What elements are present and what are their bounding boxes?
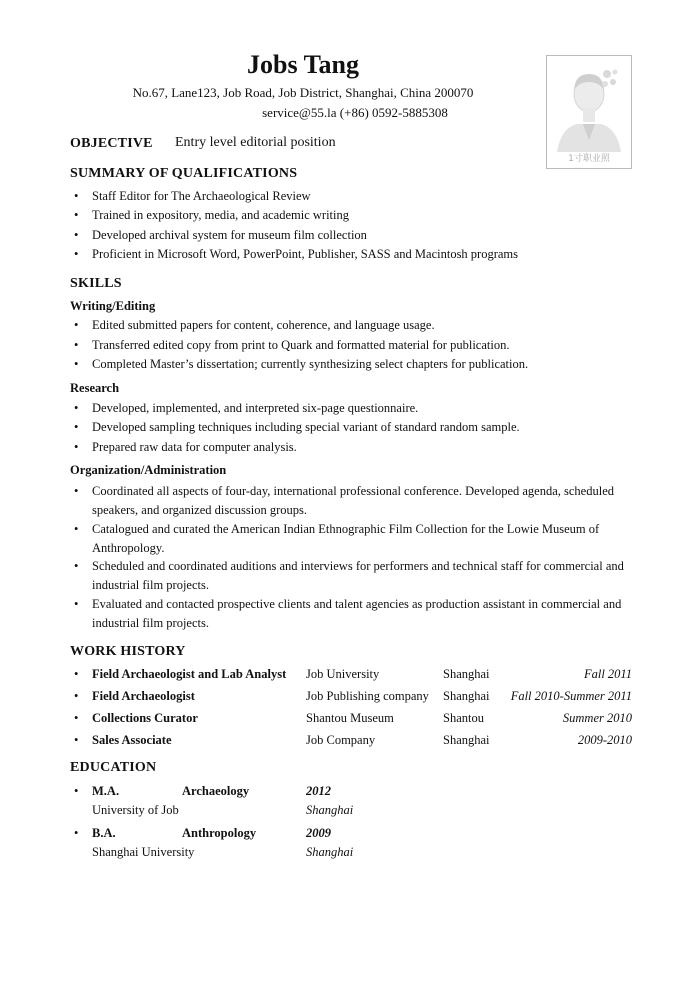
resume-name: Jobs Tang bbox=[246, 50, 360, 79]
bullet: • bbox=[74, 247, 79, 261]
list-item: Trained in expository, media, and academic writing bbox=[92, 208, 349, 222]
edu-location: Shanghai bbox=[306, 803, 354, 817]
list-item: Evaluated and contacted prospective clients and talent agencies as production assistant in commercial and industrial film projects. bbox=[92, 597, 622, 630]
list-item: Edited submitted papers for content, coherence, and language usage. bbox=[92, 318, 435, 332]
work-location: Shanghai bbox=[443, 733, 490, 747]
objective-heading: OBJECTIVE bbox=[70, 136, 153, 151]
edu-degree: B.A. bbox=[92, 826, 116, 840]
list-item: Developed, implemented, and interpreted six-page questionnaire. bbox=[92, 401, 419, 415]
photo-caption: 1寸职业照 bbox=[568, 154, 610, 164]
list-item: Staff Editor for The Archaeological Review bbox=[92, 189, 311, 203]
contact-line: service@55.la (+86) 0592-5885308 bbox=[262, 105, 448, 120]
list-item: Prepared raw data for computer analysis. bbox=[92, 440, 297, 454]
edu-location: Shanghai bbox=[306, 845, 354, 859]
bullet: • bbox=[74, 597, 79, 611]
work-title: Field Archaeologist and Lab Analyst bbox=[92, 667, 287, 681]
work-company: Job University bbox=[306, 667, 380, 681]
summary-heading: SUMMARY OF QUALIFICATIONS bbox=[70, 166, 298, 181]
profile-photo bbox=[546, 55, 632, 169]
work-company: Shantou Museum bbox=[306, 711, 394, 725]
list-item: Transferred edited copy from print to Quark and formatted material for publication. bbox=[92, 338, 510, 352]
work-company: Job Publishing company bbox=[306, 689, 429, 703]
bullet: • bbox=[74, 522, 79, 536]
work-title: Field Archaeologist bbox=[92, 689, 195, 703]
bullet: • bbox=[74, 667, 79, 681]
subheading-research: Research bbox=[70, 381, 120, 395]
address-line: No.67, Lane123, Job Road, Job District, Shanghai, China 200070 bbox=[132, 85, 474, 100]
bullet: • bbox=[74, 208, 79, 222]
list-item: Catalogued and curated the American Indian Ethnographic Film Collection for the Lowie Museum of Anthropology. bbox=[92, 522, 600, 555]
bullet: • bbox=[74, 784, 79, 798]
work-heading: WORK HISTORY bbox=[70, 644, 186, 659]
bullet: • bbox=[74, 420, 79, 434]
edu-major: Anthropology bbox=[182, 826, 257, 840]
edu-year: 2009 bbox=[306, 826, 331, 840]
work-location: Shantou bbox=[443, 711, 484, 725]
list-item: Scheduled and coordinated auditions and interviews for performers and technical staff for commercial and industrial film projects. bbox=[92, 559, 624, 592]
work-title: Sales Associate bbox=[92, 733, 172, 747]
bullet: • bbox=[74, 318, 79, 332]
bullet: • bbox=[74, 440, 79, 454]
work-date: Fall 2011 bbox=[583, 667, 632, 681]
objective-value: Entry level editorial position bbox=[175, 135, 336, 150]
bullet: • bbox=[74, 189, 79, 203]
bullet: • bbox=[74, 689, 79, 703]
edu-year: 2012 bbox=[306, 784, 331, 798]
bullet: • bbox=[74, 711, 79, 725]
skills-heading: SKILLS bbox=[70, 276, 122, 291]
work-date: 2009-2010 bbox=[577, 733, 632, 747]
edu-school: Shanghai University bbox=[92, 845, 195, 859]
work-company: Job Company bbox=[306, 733, 376, 747]
bullet: • bbox=[74, 826, 79, 840]
bullet: • bbox=[74, 484, 79, 498]
list-item: Completed Master’s dissertation; currently synthesizing select chapters for publication. bbox=[92, 357, 529, 371]
bullet: • bbox=[74, 357, 79, 371]
bullet: • bbox=[74, 338, 79, 352]
work-date: Summer 2010 bbox=[562, 711, 632, 725]
edu-school: University of Job bbox=[92, 803, 179, 817]
list-item: Coordinated all aspects of four-day, international professional conference. Developed agenda, scheduled speakers, and organized discussion groups. bbox=[92, 484, 614, 517]
work-date: Fall 2010-Summer 2011 bbox=[510, 689, 632, 703]
education-heading: EDUCATION bbox=[70, 760, 157, 775]
bullet: • bbox=[74, 733, 79, 747]
bullet: • bbox=[74, 559, 79, 573]
subheading-organization: Organization/Administration bbox=[70, 463, 227, 477]
work-location: Shanghai bbox=[443, 667, 490, 681]
bullet: • bbox=[74, 401, 79, 415]
work-title: Collections Curator bbox=[92, 711, 198, 725]
edu-major: Archaeology bbox=[182, 784, 250, 798]
edu-degree: M.A. bbox=[92, 784, 120, 798]
list-item: Developed sampling techniques including special variant of standard random sample. bbox=[92, 420, 520, 434]
list-item: Developed archival system for museum film collection bbox=[92, 228, 367, 242]
bullet: • bbox=[74, 228, 79, 242]
work-location: Shanghai bbox=[443, 689, 490, 703]
list-item: Proficient in Microsoft Word, PowerPoint, Publisher, SASS and Macintosh programs bbox=[92, 247, 519, 261]
subheading-writing: Writing/Editing bbox=[70, 299, 156, 313]
